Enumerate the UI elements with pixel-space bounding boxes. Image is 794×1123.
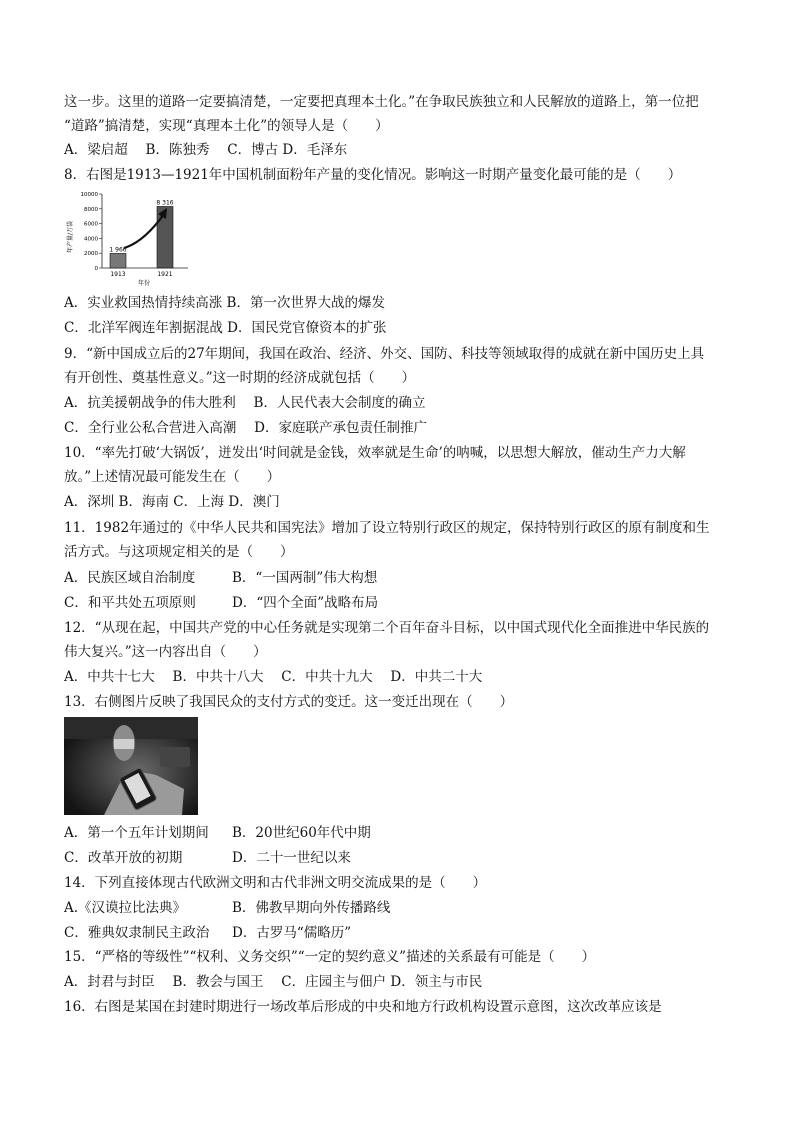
q11-option-c: C．和平共处五项原则: [64, 595, 196, 611]
q13-stem: 13．右侧图片反映了我国民众的支付方式的变迁。这一变迁出现在（ ）: [64, 694, 514, 710]
q13-option-b: B．20世纪60年代中期: [232, 825, 371, 841]
mobile-payment-photo: [64, 717, 198, 815]
chart-xtick-label: 1913: [110, 271, 126, 278]
q7-options: A．梁启超 B．陈独秀 C．博古 D．毛泽东: [64, 142, 348, 158]
q14-option-b: B．佛教早期向外传播路线: [232, 900, 391, 916]
photo-scanner: [160, 747, 190, 767]
q11-option-d: D．“四个全面”战略布局: [232, 595, 379, 611]
chart-ytick-label: 0: [94, 266, 98, 272]
q9-options-a: A．抗美援朝战争的伟大胜利 B．人民代表大会制度的确立: [64, 395, 426, 411]
chart-ytick-label: 10000: [80, 192, 98, 198]
q12-options: A．中共十七大 B．中共十八大 C．中共十九大 D．中共二十大: [64, 669, 483, 685]
q9-options-c: C．全行业公私合营进入高潮 D．家庭联产承包责任制推广: [64, 420, 427, 436]
q12-stem-line2: 伟大复兴。”这一内容出自（ ）: [64, 644, 267, 660]
q8-options-a: A．实业救国热情持续高涨 B．第一次世界大战的爆发: [64, 295, 385, 311]
chart-data-label: 1 966: [109, 246, 127, 254]
chart-xlabel: 年份: [137, 280, 151, 286]
q10-options: A．深圳 B．海南 C．上海 D．澳门: [64, 494, 280, 510]
chart-ytick-label: 6000: [84, 221, 98, 228]
chart-xtick-label: 1921: [157, 271, 173, 278]
q16-stem: 16．右图是某国在封建时期进行一场改革后形成的中央和地方行政机构设置示意图，这次改革应该是: [64, 999, 662, 1015]
q14-stem: 14．下列直接体现古代欧洲文明和古代非洲文明交流成果的是（ ）: [64, 875, 487, 891]
q8-options-c: C．北洋军阀连年割据混战 D．国民党官僚资本的扩张: [64, 320, 387, 336]
q11-stem-line2: 活方式。与这项规定相关的是（ ）: [64, 544, 294, 560]
flour-production-chart: [64, 190, 192, 286]
q10-stem-line1: 10．“率先打破‘大锅饭’，迸发出‘时间就是金钱，效率就是生命’的呐喊，以思想大解放，催动生产力大解: [64, 445, 686, 461]
flour-chart-svg: [64, 190, 192, 286]
q11-stem-line1: 11．1982年通过的《中华人民共和国宪法》增加了设立特别行政区的规定，保持特别行政区的原有制度和生: [64, 520, 710, 536]
q14-option-c: C．雅典奴隶制民主政治: [64, 925, 210, 941]
q9-stem-line2: 有开创性、奠基性意义。”这一时期的经济成就包括（ ）: [64, 370, 416, 386]
q12-stem-line1: 12．“从现在起，中国共产党的中心任务就是实现第二个百年奋斗目标，以中国式现代化全面推进中华民族的: [64, 620, 710, 636]
chart-ytick-label: 8000: [84, 206, 98, 213]
q14-option-d: D．古罗马“儒略历”: [232, 925, 352, 941]
q8-stem: 8．右图是1913—1921年中国机制面粉年产量的变化情况。影响这一时期产量变化最可能的是（ ）: [64, 167, 682, 183]
q7-text-line2: “道路”搞清楚，实现“真理本土化”的领导人是（ ）: [64, 118, 389, 134]
q15-options: A．封君与封臣 B．教会与国王 C．庄园主与佃户 D．领主与市民: [64, 974, 483, 990]
q13-option-d: D．二十一世纪以来: [232, 850, 351, 866]
q10-stem-line2: 放。”上述情况最可能发生在（ ）: [64, 469, 281, 485]
chart-ytick-label: 4000: [84, 236, 98, 243]
chart-bar-1913: [110, 253, 126, 268]
q11-option-b: B．“一国两制”伟大构想: [232, 570, 378, 586]
q14-option-a: A.《汉谟拉比法典》: [64, 900, 187, 916]
q15-stem: 15．“严格的等级性”“权利、义务交织”“一定的契约意义”描述的关系最有可能是（ ）: [64, 949, 596, 965]
chart-data-label: 8 316: [156, 199, 174, 207]
chart-ylabel: 年产量/万袋: [67, 220, 74, 254]
q13-option-a: A．第一个五年计划期间: [64, 825, 209, 841]
q13-option-c: C．改革开放的初期: [64, 850, 183, 866]
q7-text-line1: 这一步。这里的道路一定要搞清楚，一定要把真理本土化。”在争取民族独立和人民解放的道路上，第一位把: [64, 94, 699, 110]
chart-ytick-label: 2000: [84, 251, 98, 258]
q9-stem-line1: 9．“新中国成立后的27年期间，我国在政治、经济、外交、国防、科技等领域取得的成就在新中国历史上具: [64, 346, 705, 362]
payment-photo-svg: [64, 717, 198, 815]
q11-option-a: A．民族区域自治制度: [64, 570, 196, 586]
photo-bottle-label: [114, 739, 134, 749]
